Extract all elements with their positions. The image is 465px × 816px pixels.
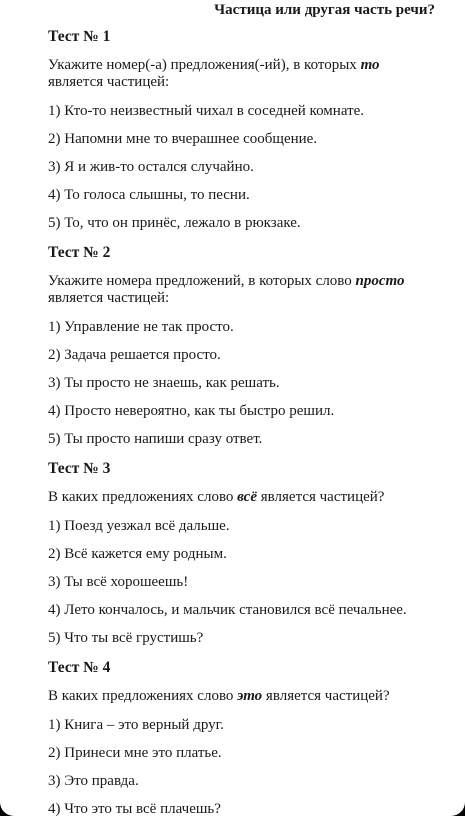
answer-item: 2) Принеси мне это платье. (48, 745, 222, 761)
answer-item: 4) То голоса слышны, то песни. (48, 187, 250, 203)
answer-list (48, 518, 457, 647)
answer-item: 4) Просто невероятно, как ты быстро решил. (48, 403, 335, 419)
test-heading: Тест № 4 (48, 659, 111, 676)
test-1 (48, 27, 457, 232)
question-keyword: всё (237, 489, 257, 505)
answer-item: 2) Всё кажется ему родным. (48, 546, 227, 562)
answer-item: 1) Книга – это верный друг. (48, 717, 224, 733)
question-text-end: является частицей: (48, 290, 170, 306)
test-2 (48, 243, 457, 448)
answer-item: 5) То, что он принёс, лежало в рюкзаке. (48, 215, 301, 231)
test-question (48, 688, 457, 705)
question-keyword: это (237, 688, 263, 704)
answer-list (48, 319, 457, 448)
question-text-end: является частицей? (257, 489, 385, 505)
page-title: Частица или другая часть речи? (214, 2, 435, 18)
question-text: В каких предложениях слово (48, 688, 238, 704)
answer-item: 1) Поезд уезжал всё дальше. (48, 518, 230, 534)
answer-item: 3) Я и жив-то остался случайно. (48, 159, 254, 175)
test-heading: Тест № 3 (48, 460, 111, 477)
question-text: Укажите номер(-а) предложения(-ий), в которых (48, 57, 361, 73)
question-keyword: просто (355, 273, 405, 289)
answer-item: 3) Ты всё хорошеешь! (48, 574, 189, 590)
answer-item: 2) Задача решается просто. (48, 347, 221, 363)
question-text-end: является частицей? (262, 688, 390, 704)
document-content (48, 27, 457, 816)
answer-item: 5) Ты просто напиши сразу ответ. (48, 431, 263, 447)
question-keyword: то (360, 57, 380, 73)
test-heading: Тест № 2 (48, 244, 111, 261)
test-heading: Тест № 1 (48, 28, 111, 45)
answer-item: 2) Напомни мне то вчерашнее сообщение. (48, 131, 318, 147)
answer-item: 3) Ты просто не знаешь, как решать. (48, 375, 280, 391)
answer-item: 4) Что это ты всё плачешь? (48, 801, 221, 816)
answer-item: 1) Кто-то неизвестный чихал в соседней комнате. (48, 103, 365, 119)
test-question (48, 57, 418, 91)
answer-item: 5) Что ты всё грустишь? (48, 630, 204, 646)
answer-list (48, 103, 457, 232)
answer-list (48, 717, 457, 816)
question-text-end: является частицей: (48, 74, 170, 90)
answer-item: 1) Управление не так просто. (48, 319, 234, 335)
test-question (48, 273, 443, 307)
test-3 (48, 459, 457, 647)
question-text: Укажите номера предложений, в которых слово (48, 273, 356, 289)
question-text: В каких предложениях слово (48, 489, 238, 505)
answer-item: 3) Это правда. (48, 773, 139, 789)
answer-item: 4) Лето кончалось, и мальчик становился всё печальнее. (48, 602, 407, 618)
test-4 (48, 658, 457, 816)
test-question (48, 489, 457, 506)
